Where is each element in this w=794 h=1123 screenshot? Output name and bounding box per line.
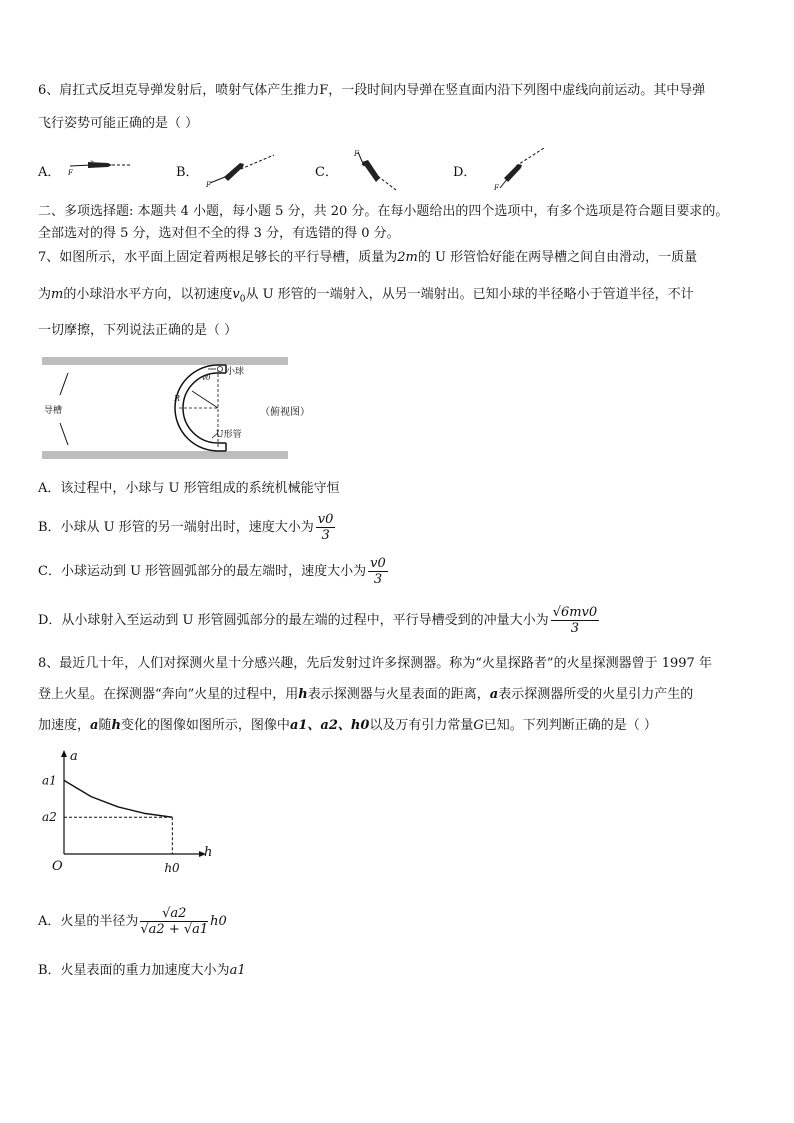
q7-line1: 7、如图所示，水平面上固定着两根足够长的平行导槽，质量为2m的 U 形管恰好能在两导槽之间自由滑动，一质量 bbox=[38, 250, 698, 265]
y-axis-arrow bbox=[61, 750, 67, 757]
y-tick-label-a2: a2 bbox=[42, 810, 57, 825]
q6-option-c-figure bbox=[342, 146, 402, 192]
q8-line1: 8、最近几十年，人们对探测火星十分感兴趣，先后发射过许多探测器。称为“火星探路者”的火星探测器曾于 1997 年 bbox=[38, 656, 712, 671]
y-axis-label: a bbox=[70, 749, 78, 764]
q6-option-b-letter[interactable]: B． bbox=[176, 165, 199, 180]
missile-icon bbox=[504, 164, 522, 182]
top-view-label: （俯视图） bbox=[260, 407, 310, 418]
q7-figure bbox=[40, 355, 340, 465]
y-tick-label-a1: a1 bbox=[42, 773, 57, 788]
u-tube-label: U形管 bbox=[216, 430, 242, 440]
groove-top bbox=[42, 357, 288, 365]
v0-label: v0 bbox=[202, 374, 211, 382]
q6-option-d-letter[interactable]: D． bbox=[453, 165, 477, 180]
missile-icon bbox=[88, 162, 112, 168]
q6-option-a-figure bbox=[62, 150, 132, 180]
section2-line2: 全部选对的得 5 分，选对但不全的得 3 分，有选错的得 0 分。 bbox=[38, 226, 400, 241]
q6-option-a-force-label: F bbox=[68, 169, 73, 177]
q7-option-b[interactable]: B．小球从 U 形管的另一端射出时，速度大小为 $\frac{v0}{3}$ bbox=[38, 512, 334, 543]
q6-option-a-letter[interactable]: A． bbox=[38, 165, 61, 180]
ball-icon bbox=[218, 367, 223, 372]
ball-label: 小球 bbox=[226, 367, 245, 377]
x-axis-label: h bbox=[204, 845, 213, 860]
q8-option-a[interactable]: A．火星的半径为 $\frac{√a2}{√a2 + √a1}$ h0 bbox=[38, 906, 227, 937]
q6-stem-line1: 6、肩扛式反坦克导弹发射后，喷射气体产生推力F，一段时间内导弹在竖直面内沿下列图中虚线向前运动。其中导弹 bbox=[38, 83, 706, 98]
q7-option-c[interactable]: C．小球运动到 U 形管圆弧部分的最左端时，速度大小为 $\frac{v0}{3}$ bbox=[38, 556, 386, 587]
q8-line2: 登上火星。在探测器“奔向”火星的过程中，用h表示探测器与火星表面的距离，a表示探测器所受的火星引力产生的 bbox=[38, 687, 694, 702]
q7-line3: 一切摩擦，下列说法正确的是（ ） bbox=[38, 323, 238, 338]
q6-option-b-force-label: F bbox=[206, 181, 211, 189]
a-h-curve bbox=[64, 780, 172, 817]
q7-option-d[interactable]: D．从小球射入至运动到 U 形管圆弧部分的最左端的过程中，平行导槽受到的冲量大小为 $\frac{√6mv0}{3}$ bbox=[38, 605, 598, 636]
q6-option-c-letter[interactable]: C． bbox=[315, 165, 338, 180]
missile-icon bbox=[362, 160, 380, 182]
x-tick-label-h0: h0 bbox=[164, 861, 180, 875]
groove-bottom bbox=[42, 451, 288, 459]
q8-chart bbox=[40, 748, 213, 880]
q7-line2: 为m的小球沿水平方向，以初速度$v_0$从 U 形管的一端射入，从另一端射出。已知小球的半径略小于管道半径，不计 bbox=[38, 287, 694, 305]
q8-line3: 加速度，a随h变化的图像如图所示，图像中a1、a2、h0以及万有引力常量G已知。下列判断正确的是（ ） bbox=[38, 718, 657, 733]
q6-option-b-figure bbox=[196, 145, 276, 189]
q7-option-a[interactable]: A．该过程中，小球与 U 形管组成的系统机械能守恒 bbox=[38, 481, 340, 496]
q6-stem-line2: 飞行姿势可能正确的是（ ） bbox=[38, 116, 199, 131]
section2-line1: 二、多项选择题: 本题共 4 小题，每小题 5 分，共 20 分。在每小题给出的四个选项中，有多个选项是符合题目要求的。 bbox=[38, 204, 729, 219]
q6-option-d-figure bbox=[478, 144, 548, 192]
origin-label: O bbox=[52, 859, 63, 874]
q6-option-d-force-label: F bbox=[494, 184, 499, 192]
q8-option-b[interactable]: B．火星表面的重力加速度大小为a1 bbox=[38, 963, 246, 978]
missile-icon bbox=[224, 163, 244, 181]
radius-label: R bbox=[174, 394, 181, 403]
q6-option-c-force-label: F bbox=[354, 150, 359, 158]
groove-label: 导槽 bbox=[44, 406, 63, 416]
